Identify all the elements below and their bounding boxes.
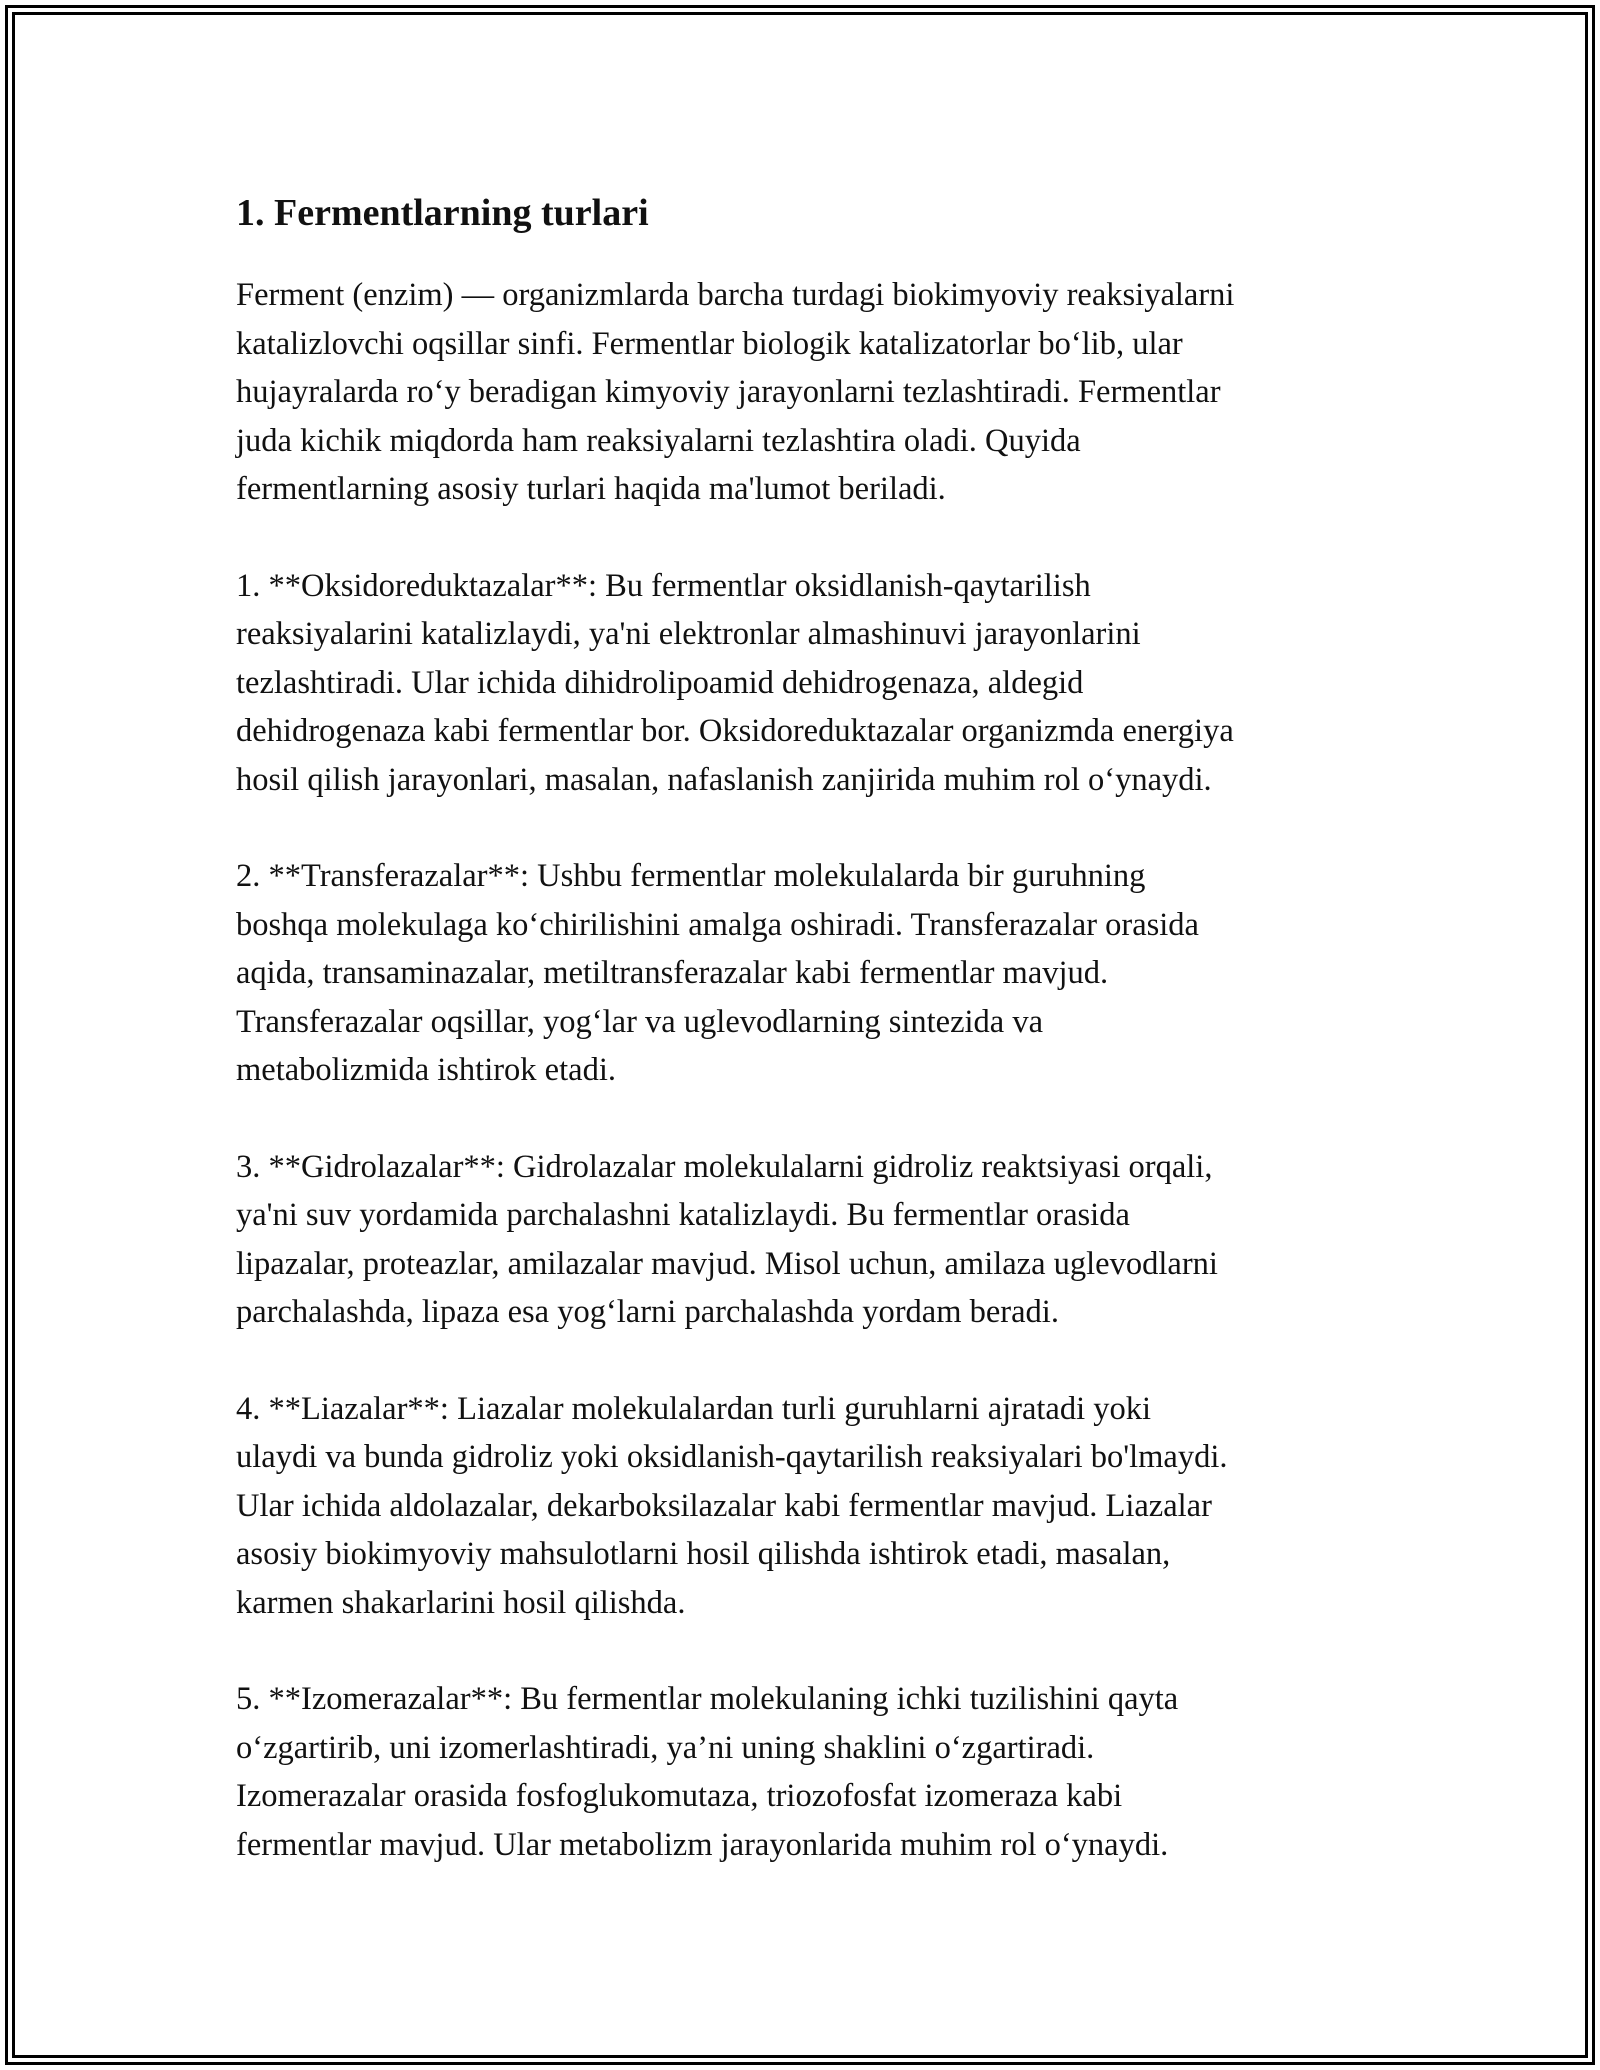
list-item-hydrolases: 3. **Gidrolazalar**: Gidrolazalar molekulalarni gidroliz reaktsiyasi orqali, ya'ni suv yordamida parchalashni katalizlaydi. Bu fermentlar orasida lipazalar, proteazlar, amilazalar mavjud. Misol uchun, amilaza uglevodlarni parchalashda, lipaza esa yog‘larni parchalashda yordam beradi. — [236, 1148, 1218, 1330]
list-item-lyases: 4. **Liazalar**: Liazalar molekulalardan turli guruhlarni ajratadi yoki ulaydi va bunda gidroliz yoki oksidlanish-qaytarilish reaksiyalari bo'lmaydi. Ular ichida aldolazalar, dekarboksilazalar kabi fermentlar mavjud. Liazalar asosiy biokimyoviy mahsulotlarni hosil qilishda ishtirok etadi, masalan, karmen shakarlarini hosil qilishda. — [236, 1390, 1228, 1621]
list-item-isomerases: 5. **Izomerazalar**: Bu fermentlar molekulaning ichki tuzilishini qayta o‘zgartirib, uni izomerlashtiradi, ya’ni uning shaklini o‘zgartiradi. Izomerazalar orasida fosfoglukomutaza, triozofosfat izomeraza kabi fermentlar mavjud. Ular metabolizm jarayonlarida muhim rol o‘ynaydi. — [236, 1681, 1179, 1863]
document-body — [236, 185, 1386, 1917]
section-heading: 1. Fermentlarning turlari — [236, 192, 649, 234]
list-item-oxidoreductases: 1. **Oksidoreduktazalar**: Bu fermentlar oksidlanish-qaytarilish reaksiyalarini katalizlaydi, ya'ni elektronlar almashinuvi jarayonlarini tezlashtiradi. Ular ichida dihidrolipoamid dehidrogenaza, aldegid dehidrogenaza kabi fermentlar bor. Oksidoreduktazalar organizmda energiya hosil qilish jarayonlari, masalan, nafaslanish zanjirida muhim rol o‘ynaydi. — [236, 567, 1234, 798]
list-item-transferases: 2. **Transferazalar**: Ushbu fermentlar molekulalarda bir guruhning boshqa molekulaga ko‘chirilishini amalga oshiradi. Transferazalar orasida aqida, transaminazalar, metiltransferazalar kabi fermentlar mavjud. Transferazalar oqsillar, yog‘lar va uglevodlarning sintezida va metabolizmida ishtirok etadi. — [236, 858, 1199, 1088]
intro-paragraph: Ferment (enzim) — organizmlarda barcha turdagi biokimyoviy reaksiyalarni katalizlovchi oqsillar sinfi. Fermentlar biologik katalizatorlar bo‘lib, ular hujayralarda ro‘y beradigan kimyoviy jarayonlarni tezlashtiradi. Fermentlar juda kichik miqdorda ham reaksiyalarni tezlashtira oladi. Quyida fermentlarning asosiy turlari haqida ma'lumot beriladi. — [236, 277, 1235, 507]
